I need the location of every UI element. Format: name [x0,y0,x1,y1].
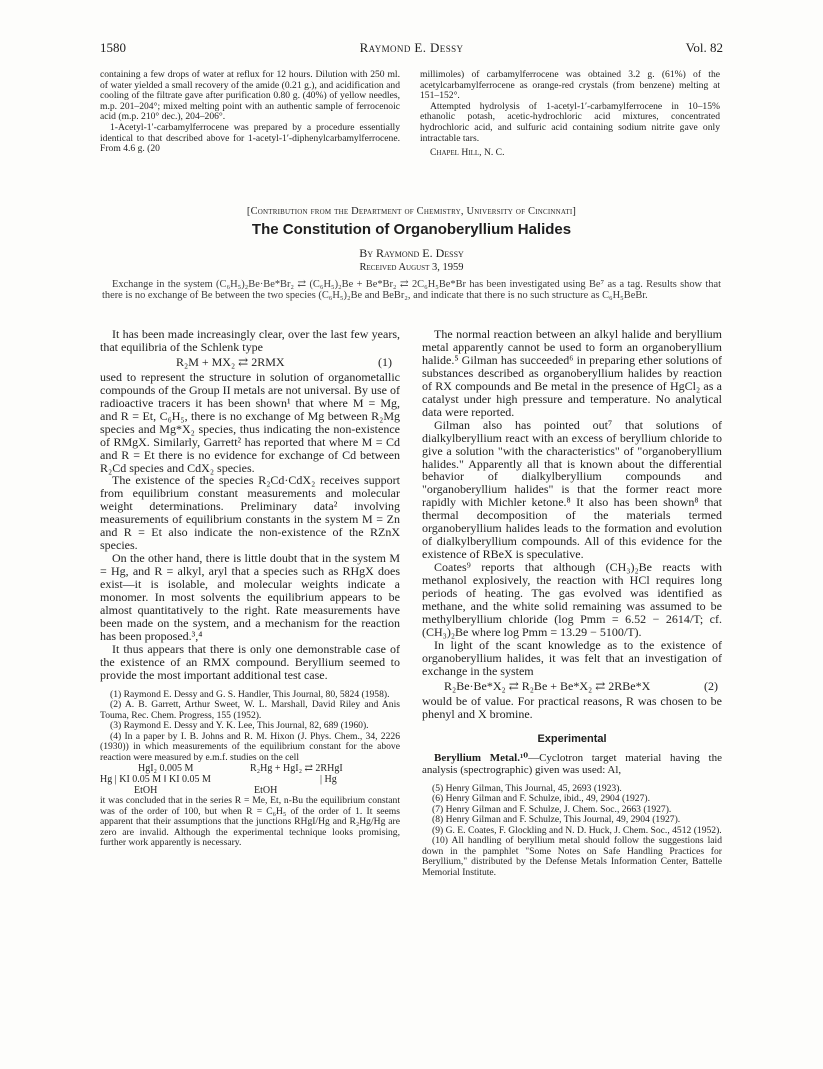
body-paragraph: The normal reaction between an alkyl halide and beryllium metal apparently cannot be used to form an organoberyllium halide.⁵ Gilman has succeeded⁶ in preparing ether solutions of substances described as organoberyllium halides by reaction of RX compounds and Be metal in the presence of HgCl₂ as a catalyst under high pressure and temperature. No analytical data were reported. [422,327,722,419]
footnote: (4) In a paper by I. B. Johns and R. M. Hixon (J. Phys. Chem., 34, 2226 (1930)) in which measurements of the equilibrium constant for the above reaction were measured by e.m.f. studies on the cell [100,730,400,763]
footnote: (9) G. E. Coates, F. Glockling and N. D. Huck, J. Chem. Soc., 4512 (1952). [432,824,722,836]
cell-text: EtOH [134,785,158,797]
equation-number: (2) [704,678,718,693]
footnote: (2) A. B. Garrett, Arthur Sweet, W. L. Marshall, David Riley and Anis Touma, Rec. Chem. Progress, 155 (1952). [100,699,400,721]
body-paragraph: The existence of the species R₂Cd·CdX₂ receives support from equilibrium constant measurements and molecular weight determinations. Preliminary data² involving measurements of equilibrium constants in the system M = Zn and R = Et also indicate the non-existence of the RZnX species. [100,473,400,553]
equation-text: R₂M + MX₂ ⇄ 2RMX [176,354,285,369]
footnote: (1) Raymond E. Dessy and G. S. Handler, This Journal, 80, 5824 (1958). [110,688,390,700]
footnote: (10) All handling of beryllium metal should follow the suggestions laid down in the pamphlet "Some Notes on Safe Handling Practices for Beryllium," distributed by the Defense Metals Information Center, Battelle Memorial Institute. [422,835,722,878]
prev-article-left [100,70,400,155]
volume-label: Vol. 82 [685,40,723,55]
received-date: Received August 3, 1959 [359,262,464,273]
cell-text: | Hg [320,774,337,786]
cell-text: EtOH [254,785,278,797]
equation-text: R₂Be·Be*X₂ ⇄ R₂Be + Be*X₂ ⇄ 2RBe*X [444,678,651,693]
prev-paragraph: containing a few drops of water at reflux for 12 hours. Dilution with 250 ml. of water yielded a small recovery of the amide (0.21 g.), and acidification and cooling of the filtrate gave after purification 0.80 g. (40%) of yellow needles, m.p. 201–204°; mixed melting point with an authentic sample of ferrocenoic acid (m.p. 210° dec.), 204–206°. [100,69,400,123]
body-paragraph: Gilman also has pointed out⁷ that solutions of dialkylberyllium react with an excess of beryllium chloride to give a solution "with the characteristics" of "organoberyllium halides." Apparently all that is known about the differential behavior of dialkylberyllium compounds and "organoberyllium halides" is that the former react more rapidly with Michler ketone.⁸ It also has been shown⁸ that thermal decomposition of the materials termed organoberyllium halides leads to the formation and evolution of dialkylberyllium compounds. All of this evidence for the existence of RBeX is speculative. [422,417,722,562]
contribution-line: [Contribution from the Department of Chemistry, University of Cincinnati] [246,206,577,217]
prev-paragraph: 1-Acetyl-1′-carbamylferrocene was prepared by a procedure essentially identical to that described above for 1-acetyl-1′-diphenylcarbamylferrocene. From 4.6 g. (20 [100,121,400,155]
equation-1 [100,354,400,371]
body-paragraph: It thus appears that there is only one demonstrable case of the existence of an RMX compound. Beryllium seemed to provide the most important additional test case. [100,641,400,682]
section-heading: Experimental [537,732,607,745]
right-column [422,328,722,878]
running-head [100,40,723,56]
run-in-heading: Beryllium Metal.¹⁰ [434,751,529,764]
abstract [102,279,721,301]
page [100,0,723,1069]
body-paragraph: In light of the scant knowledge as to the existence of organoberyllium halides, it was felt that an investigation of exchange in the system [422,637,722,678]
footnote: (8) Henry Gilman and F. Schulze, This Journal, 49, 2904 (1927). [432,814,681,826]
cell-diagram [100,763,400,796]
prev-article-right [420,70,720,159]
body-paragraph: On the other hand, there is little doubt that in the system M = Hg, and R = alkyl, aryl that a species such as RHgX does exist—it is isolable, and molecular weights indicate a monomer. In most solvents the equilibrium appears to be almost quantitatively to the right. Rate measurements have been made on the system, and a mechanism for the reaction has been proposed.³,⁴ [100,551,400,643]
paragraph-text: —Cyclotron target material having the analysis (spectrographic) given was used: Al, [422,751,723,776]
body-paragraph [422,752,722,776]
footnote: (5) Henry Gilman, This Journal, 45, 2693 (1923). [432,782,622,794]
footnote: it was concluded that in the series R = Me, Et, n-Bu the equilibrium constant was of the order of 100, but when R = C₆H₅ of the order of 1. It seems apparent that their assumptions that the junctions RHgI/Hg and R₂Hg/Hg are zero are invalid. Although the experimental technique looks promising, further work apparently is necessary. [100,795,400,849]
abstract-text: Exchange in the system (C₆H₅)₂Be·Be*Br₂ ⇄ (C₆H₅)₂Be + Be*Br₂ ⇄ 2C₆H₅Be*Br has been investigated using Be⁷ as a tag. Results show that there is no exchange of Be between the two species (C₆H₅)₂Be and BeBr₂, and indicate that there is no such structure as C₆H₅BeBr. [102,279,721,302]
footnotes-right [422,784,722,879]
body-paragraph: would be of value. For practical reasons, R was chosen to be phenyl and X bromine. [422,693,722,721]
article-title: The Constitution of Organoberyllium Halides [251,221,572,238]
footnotes-left [100,690,400,849]
footnote: (7) Henry Gilman and F. Schulze, J. Chem. Soc., 2663 (1927). [432,803,672,815]
cell-text: R₂Hg + HgI₂ ⇄ 2RHgI [250,763,343,775]
cell-text: HgI₂ 0.005 M [138,763,194,775]
left-column [100,328,400,849]
footnote: (3) Raymond E. Dessy and Y. K. Lee, This Journal, 82, 689 (1960). [110,720,369,732]
equation-2 [422,678,722,695]
body-paragraph: used to represent the structure in solution of organometallic compounds of the Group II metals are not universal. By use of radioactive tracers it has been shown¹ that where M = Mg, and R = Et, C₆H₅, there is no exchange of Mg between R₂Mg species and Mg*X₂ species, thus indicating the non-existence of RMgX. Similarly, Garrett² has reported that where M = Cd and R = Et there is no evidence for exchange of Cd between R₂Cd species and CdX₂ species. [100,369,400,475]
body-paragraph: It has been made increasingly clear, over the last few years, that equilibria of the Schlenk type [100,327,400,354]
body-paragraph: Coates⁹ reports that although (CH₃)₂Be reacts with methanol explosively, the reaction with HCl requires long periods of heating. The gas evolved was identified as methane, and the white solid remaining was assumed to be methylberyllium chloride (log Pmm = 6.52 − 2614/T; cf. (CH₃)₂Be where log Pmm = 13.29 − 5100/T). [422,560,722,639]
location-signoff: Chapel Hill, N. C. [430,147,505,159]
cell-text: Hg | KI 0.05 M ‖ KI 0.05 M [100,774,211,786]
equation-number: (1) [378,354,392,369]
running-author: Raymond E. Dessy [359,40,464,55]
page-number: 1580 [100,40,126,55]
prev-paragraph: Attempted hydrolysis of 1-acetyl-1′-carbamylferrocene in 10–15% ethanolic potash, acetic-hydrochloric acid mixtures, concentrated hydrochloric acid, and sulfuric acid containing sodium nitrite gave only intractable tars. [420,100,720,144]
prev-paragraph: millimoles) of carbamylferrocene was obtained 3.2 g. (61%) of the acetylcarbamylferrocene as orange-red crystals (from benzene) melting at 151–152°. [420,69,720,102]
byline: By Raymond E. Dessy [359,246,464,260]
footnote: (6) Henry Gilman and F. Schulze, ibid., 49, 2904 (1927). [432,793,650,805]
